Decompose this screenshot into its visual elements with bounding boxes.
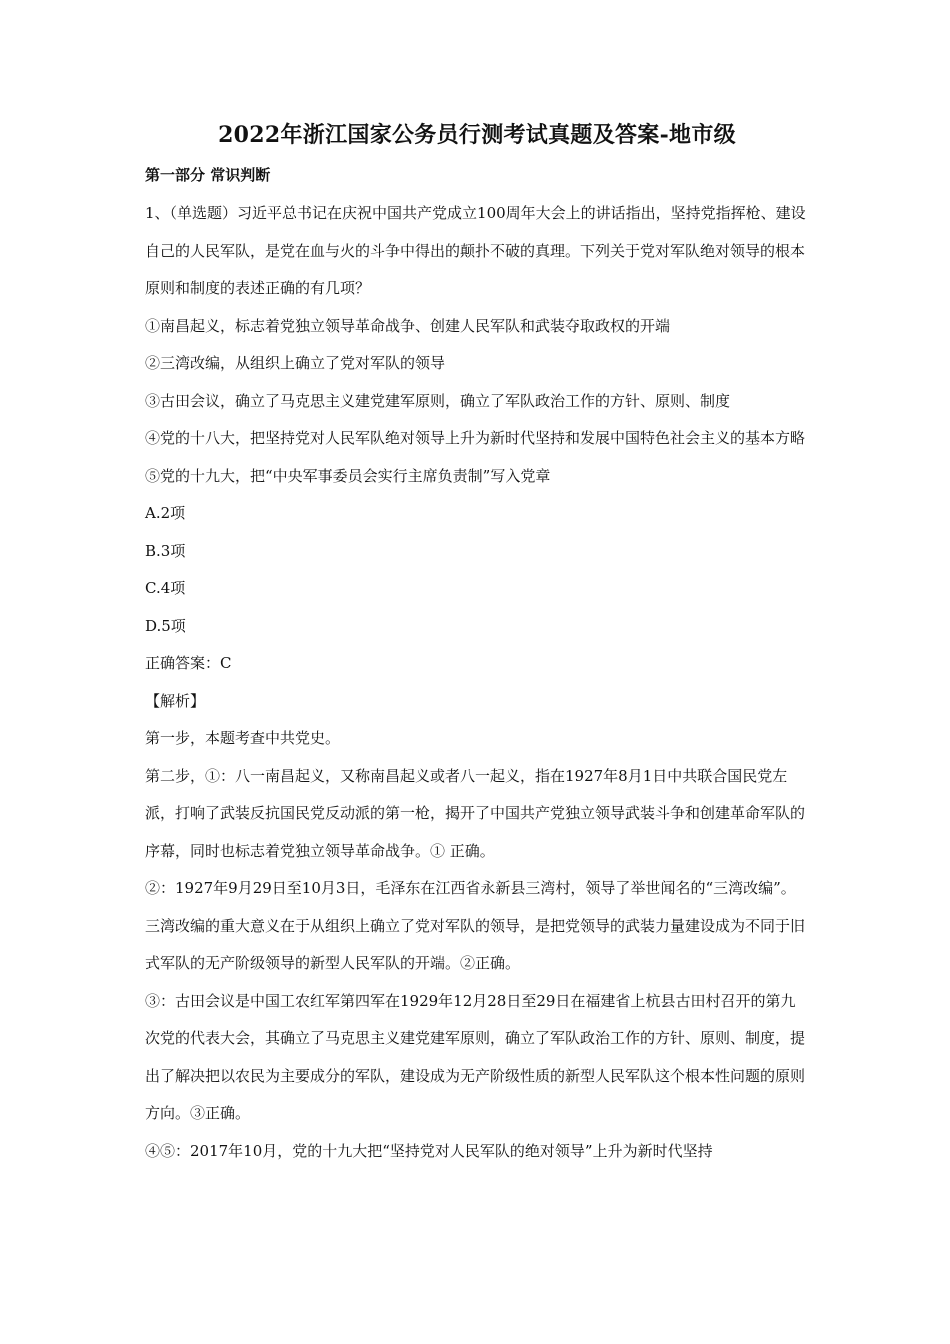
statement-2: ②三湾改编，从组织上确立了党对军队的领导: [145, 354, 446, 372]
document-title: 2022年浙江国家公务员行测考试真题及答案-地市级: [218, 122, 736, 148]
statement-3: ③古田会议，确立了马克思主义建党建军原则，确立了军队政治工作的方针、原则、制度: [145, 391, 731, 410]
statement-4: ④党的十八大，把坚持党对人民军队绝对领导上升为新时代坚持和发展中国特色社会主义的基本方略: [145, 429, 806, 447]
question-stem: 1、（单选题）习近平总书记在庆祝中国共产党成立100周年大会上的讲话指出，坚持党指挥枪、建设自己的人民军队，是党在血与火的斗争中得出的颠扑不破的真理。下列关于党对军队绝对领导的根本原则和制度的表述正确的有几项？: [145, 204, 806, 297]
analysis-step-2: 第二步，①：八一南昌起义，又称南昌起义或者八一起义，指在1927年8月1日中共联合国民党左派，打响了武装反抗国民党反动派的第一枪，揭开了中国共产党独立领导武装斗争和创建革命军队的序幕，同时也标志着党独立领导革命战争。① 正确。: [145, 766, 806, 860]
section-heading: 第一部分 常识判断: [145, 166, 271, 184]
document-page: [145, 118, 809, 1170]
statement-1: ①南昌起义，标志着党独立领导革命战争、创建人民军队和武装夺取政权的开端: [145, 316, 671, 335]
option-c: C.4项: [145, 579, 186, 597]
analysis-item-4-5: ④⑤：2017年10月，党的十九大把“坚持党对人民军队的绝对领导”上升为新时代坚持: [145, 1141, 713, 1160]
analysis-item-2: ②：1927年9月29日至10月3日，毛泽东在江西省永新县三湾村，领导了举世闻名的“三湾改编”。三湾改编的重大意义在于从组织上确立了党对军队的领导，是把党领导的武装力量建设成为不同于旧式军队的无产阶级领导的新型人民军队的开端。②正确。: [145, 879, 806, 972]
analysis-item-3: ③：古田会议是中国工农红军第四军在1929年12月28日至29日在福建省上杭县古田村召开的第九次党的代表大会，其确立了马克思主义建党建军原则，确立了军队政治工作的方针、原则、制度，提出了解决把以农民为主要成分的军队，建设成为无产阶级性质的新型人民军队这个根本性问题的原则方向。③正确。: [145, 991, 806, 1122]
correct-answer: 正确答案：C: [145, 654, 232, 672]
statement-5: ⑤党的十九大，把“中央军事委员会实行主席负责制”写入党章: [145, 466, 551, 485]
option-a: A.2项: [145, 504, 186, 522]
option-b: B.3项: [145, 541, 186, 560]
analysis-heading: 【解析】: [145, 691, 206, 710]
option-d: D.5项: [145, 616, 186, 635]
analysis-step-1: 第一步，本题考查中共党史。: [145, 729, 341, 747]
